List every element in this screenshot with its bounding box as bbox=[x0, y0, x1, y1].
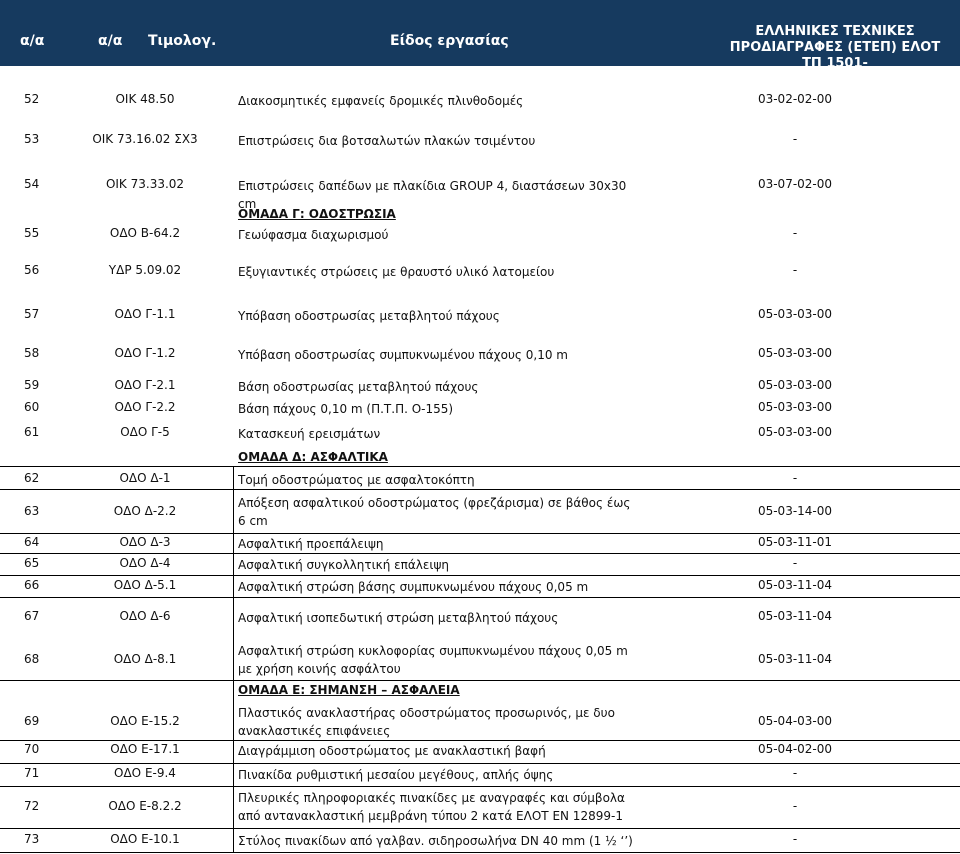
row-number: 56 bbox=[24, 263, 40, 277]
row-code: ΟΔΟ Ε-17.1 bbox=[110, 742, 180, 756]
header-aa-2: α/α bbox=[98, 33, 123, 49]
row-description: Βάση οδοστρωσίας μεταβλητού πάχους bbox=[238, 380, 479, 394]
table-row bbox=[0, 494, 960, 530]
row-number: 69 bbox=[24, 714, 40, 728]
row-code: ΟΔΟ Β-64.2 bbox=[109, 226, 181, 240]
row-etep: - bbox=[792, 766, 798, 780]
table-row bbox=[0, 346, 960, 362]
header-etep: ΕΛΛΗΝΙΚΕΣ ΤΕΧΝΙΚΕΣ ΠΡΟΔΙΑΓΡΑΦΕΣ (ΕΤΕΠ) ΕΛΟΤ ΤΠ 1501- bbox=[729, 24, 941, 71]
row-description: Πινακίδα ρυθμιστική μεσαίου μεγέθους, απλής όψης bbox=[238, 768, 554, 782]
grid-line bbox=[0, 575, 960, 576]
row-number: 60 bbox=[24, 400, 40, 414]
table-row bbox=[0, 92, 960, 108]
row-code: ΥΔΡ 5.09.02 bbox=[108, 263, 182, 277]
row-number: 70 bbox=[24, 742, 40, 756]
row-description: Πλευρικές πληροφοριακές πινακίδες με αναγραφές και σύμβολα από αντανακλαστική μεμβράνη τύπου 2 κατά ΕΛΟΤ ΕΝ 12899-1 bbox=[238, 791, 625, 823]
table-row bbox=[0, 578, 960, 594]
row-code: ΟΔΟ Γ-1.2 bbox=[114, 346, 176, 360]
row-description: Ασφαλτική στρώση βάσης συμπυκνωμένου πάχους 0,05 m bbox=[238, 580, 589, 594]
row-number: 68 bbox=[24, 652, 40, 666]
row-etep: - bbox=[792, 263, 798, 277]
row-number: 65 bbox=[24, 556, 40, 570]
row-number: 71 bbox=[24, 766, 40, 780]
row-etep: 03-02-02-00 bbox=[757, 92, 833, 106]
group-delta-title: ΟΜΑΔΑ Δ: ΑΣΦΑΛΤΙΚΑ bbox=[238, 450, 388, 464]
row-etep: 05-03-11-01 bbox=[757, 535, 833, 549]
row-etep: - bbox=[792, 799, 798, 813]
row-number: 66 bbox=[24, 578, 40, 592]
row-number: 63 bbox=[24, 504, 40, 518]
row-number: 53 bbox=[24, 132, 40, 146]
header-aa-1: α/α bbox=[20, 33, 45, 49]
row-description: Επιστρώσεις δια βοτσαλωτών πλακών τσιμέντου bbox=[238, 134, 536, 148]
row-description: Κατασκευή ερεισμάτων bbox=[238, 427, 381, 441]
row-etep: - bbox=[792, 132, 798, 146]
row-code: ΟΔΟ Ε-9.4 bbox=[114, 766, 176, 780]
table-row bbox=[0, 307, 960, 323]
grid-line bbox=[0, 786, 960, 787]
table-row bbox=[0, 400, 960, 416]
row-number: 52 bbox=[24, 92, 40, 106]
row-description: Πλαστικός ανακλαστήρας οδοστρώματος προσωρινός, με δυο ανακλαστικές επιφάνειες bbox=[238, 706, 615, 738]
row-code: ΟΔΟ Δ-8.1 bbox=[113, 652, 177, 666]
grid-column-divider bbox=[233, 466, 234, 852]
table-row bbox=[0, 535, 960, 551]
row-code: ΟΔΟ Ε-15.2 bbox=[110, 714, 180, 728]
row-number: 57 bbox=[24, 307, 40, 321]
table-row bbox=[0, 704, 960, 740]
row-description: Υπόβαση οδοστρωσίας μεταβλητού πάχους bbox=[238, 309, 500, 323]
row-description: Ασφαλτική ισοπεδωτική στρώση μεταβλητού πάχους bbox=[238, 611, 559, 625]
row-etep: 05-03-11-04 bbox=[757, 652, 833, 666]
grid-line bbox=[0, 553, 960, 554]
row-number: 64 bbox=[24, 535, 40, 549]
row-number: 73 bbox=[24, 832, 40, 846]
row-etep: - bbox=[792, 556, 798, 570]
row-description: Τομή οδοστρώματος με ασφαλτοκόπτη bbox=[238, 473, 475, 487]
table-row bbox=[0, 556, 960, 572]
row-description: Υπόβαση οδοστρωσίας συμπυκνωμένου πάχους 0,10 m bbox=[238, 348, 568, 362]
row-code: ΟΙΚ 73.16.02 ΣΧ3 bbox=[92, 132, 198, 146]
table-row bbox=[0, 832, 960, 848]
row-code: ΟΔΟ Γ-5 bbox=[120, 425, 170, 439]
table-row bbox=[0, 789, 960, 825]
row-number: 72 bbox=[24, 799, 40, 813]
row-code: ΟΔΟ Δ-6 bbox=[119, 609, 171, 623]
row-code: ΟΙΚ 48.50 bbox=[115, 92, 175, 106]
grid-line bbox=[0, 597, 960, 598]
row-etep: - bbox=[792, 226, 798, 240]
row-etep: - bbox=[792, 832, 798, 846]
row-etep: 05-03-03-00 bbox=[757, 378, 833, 392]
row-code: ΟΔΟ Γ-2.1 bbox=[114, 378, 176, 392]
row-code: ΟΔΟ Δ-2.2 bbox=[113, 504, 177, 518]
row-number: 59 bbox=[24, 378, 40, 392]
row-etep: 05-03-03-00 bbox=[757, 346, 833, 360]
grid-line bbox=[0, 740, 960, 741]
row-etep: 05-03-03-00 bbox=[757, 400, 833, 414]
grid-line bbox=[0, 763, 960, 764]
grid-line bbox=[0, 828, 960, 829]
row-number: 55 bbox=[24, 226, 40, 240]
grid-line bbox=[0, 680, 960, 681]
table-row bbox=[0, 177, 960, 211]
table-row bbox=[0, 642, 960, 678]
row-code: ΟΙΚ 73.33.02 bbox=[105, 177, 185, 191]
row-code: ΟΔΟ Δ-4 bbox=[119, 556, 171, 570]
row-description: Ασφαλτική προεπάλειψη bbox=[238, 537, 384, 551]
row-etep: 05-03-11-04 bbox=[757, 578, 833, 592]
table-row bbox=[0, 425, 960, 441]
group-gamma-title: ΟΜΑΔΑ Γ: ΟΔΟΣΤΡΩΣΙΑ bbox=[238, 207, 396, 221]
row-description: Ασφαλτική στρώση κυκλοφορίας συμπυκνωμένου πάχους 0,05 m με χρήση κοινής ασφάλτου bbox=[238, 644, 628, 676]
row-description: Στύλος πινακίδων από γαλβαν. σιδηροσωλήνα DN 40 mm (1 ½ ‘’) bbox=[238, 834, 633, 848]
row-description: Διακοσμητικές εμφανείς δρομικές πλινθοδομές bbox=[238, 94, 524, 108]
row-number: 54 bbox=[24, 177, 40, 191]
row-number: 67 bbox=[24, 609, 40, 623]
grid-line bbox=[0, 466, 960, 467]
row-description: Εξυγιαντικές στρώσεις με θραυστό υλικό λατομείου bbox=[238, 265, 555, 279]
row-etep: 05-03-11-04 bbox=[757, 609, 833, 623]
table-row bbox=[0, 132, 960, 148]
table-row bbox=[0, 471, 960, 487]
row-description: Απόξεση ασφαλτικού οδοστρώματος (φρεζάρισμα) σε βάθος έως 6 cm bbox=[238, 496, 631, 528]
row-code: ΟΔΟ Δ-1 bbox=[119, 471, 171, 485]
table-header bbox=[0, 0, 960, 71]
row-number: 61 bbox=[24, 425, 40, 439]
row-code: ΟΔΟ Δ-3 bbox=[119, 535, 171, 549]
row-etep: - bbox=[792, 471, 798, 485]
row-etep: 03-07-02-00 bbox=[757, 177, 833, 191]
table-row bbox=[0, 766, 960, 782]
header-timologio: Τιμολογ. bbox=[148, 33, 217, 49]
row-code: ΟΔΟ Ε-8.2.2 bbox=[108, 799, 182, 813]
row-etep: 05-04-02-00 bbox=[757, 742, 833, 756]
row-code: ΟΔΟ Δ-5.1 bbox=[113, 578, 177, 592]
row-code: ΟΔΟ Γ-1.1 bbox=[114, 307, 176, 321]
table-row bbox=[0, 378, 960, 394]
header-eidos-ergasias: Είδος εργασίας bbox=[390, 33, 509, 49]
row-description: Ασφαλτική συγκολλητική επάλειψη bbox=[238, 558, 449, 572]
row-description: Επιστρώσεις δαπέδων με πλακίδια GROUP 4, διαστάσεων 30x30 cm bbox=[238, 179, 627, 211]
row-etep: 05-04-03-00 bbox=[757, 714, 833, 728]
table-row bbox=[0, 742, 960, 758]
table-row bbox=[0, 226, 960, 242]
grid-line bbox=[0, 489, 960, 490]
table-row bbox=[0, 263, 960, 279]
grid-line bbox=[0, 533, 960, 534]
row-number: 58 bbox=[24, 346, 40, 360]
group-epsilon-title: ΟΜΑΔΑ Ε: ΣΗΜΑΝΣΗ – ΑΣΦΑΛΕΙΑ bbox=[238, 683, 460, 697]
row-description: Γεωύφασμα διαχωρισμού bbox=[238, 228, 389, 242]
row-code: ΟΔΟ Ε-10.1 bbox=[110, 832, 180, 846]
row-etep: 05-03-03-00 bbox=[757, 307, 833, 321]
row-number: 62 bbox=[24, 471, 40, 485]
row-description: Βάση πάχους 0,10 m (Π.Τ.Π. Ο-155) bbox=[238, 402, 454, 416]
row-etep: 05-03-03-00 bbox=[757, 425, 833, 439]
grid-line bbox=[0, 852, 960, 853]
row-code: ΟΔΟ Γ-2.2 bbox=[114, 400, 176, 414]
row-etep: 05-03-14-00 bbox=[757, 504, 833, 518]
row-description: Διαγράμμιση οδοστρώματος με ανακλαστική βαφή bbox=[238, 744, 546, 758]
table-row bbox=[0, 609, 960, 625]
